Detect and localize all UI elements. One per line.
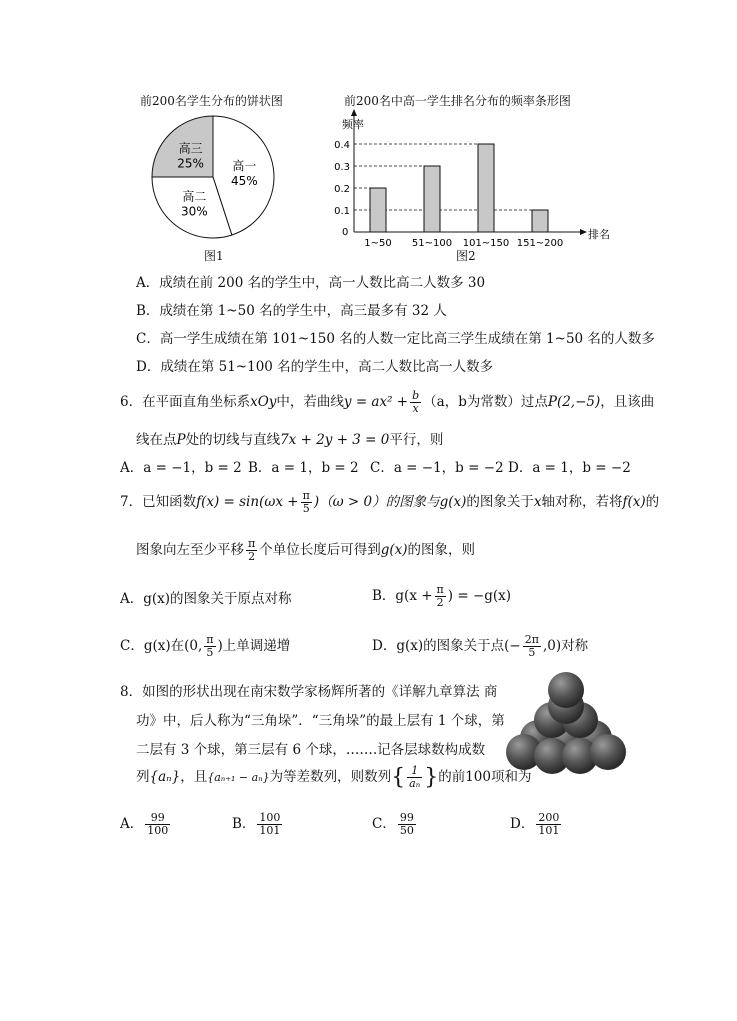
y-tick-1: 0.2: [334, 184, 350, 195]
q8-line2: 功》中，后人称为“三角垛”．“三角垛”的最上层有 1 个球，第: [136, 713, 505, 729]
bar-3: [532, 210, 548, 232]
x-tick-2: 101~150: [462, 238, 510, 248]
x-tick-0: 1~50: [364, 238, 392, 248]
y-axis-arrow: [351, 109, 357, 116]
pie-slice-pct-0: 45%: [230, 174, 258, 189]
y-axis-label: 频率: [342, 118, 364, 131]
q7-option-d: D．g(x)的图象关于点(− $\frac{2\pi}{5}$ ,0)对称: [372, 633, 589, 659]
pie-slice-name-1: 高二: [182, 189, 207, 204]
q8-option-b: B． $\frac{100}{101}$: [232, 811, 281, 837]
bar-0: [370, 188, 386, 232]
ball-6: [590, 734, 626, 770]
origin-label: 0: [342, 227, 349, 238]
pie-slice-name-2: 高三: [178, 141, 203, 156]
bar-chart: [330, 108, 620, 248]
pie-slice-name-0: 高一: [232, 159, 257, 174]
fig1-title: 前200名学生分布的饼状图: [140, 94, 283, 108]
x-axis-arrow: [580, 229, 587, 235]
q8-line4: 列{aₙ}，且{aₙ₊₁ − aₙ}为等差数列，则数列{ $\frac{1}{\text{aₙ}}$ }的前100项和为: [136, 764, 532, 790]
pie-chart: [148, 112, 278, 242]
q5-option-a: A．成绩在前 200 名的学生中，高一人数比高二人数多 30: [136, 275, 486, 291]
q6-option-d: D．a = 1，b = −2: [508, 460, 631, 476]
q7-option-a: A．g(x)的图象关于原点对称: [120, 591, 292, 607]
x-axis-label: 排名: [588, 228, 610, 241]
q8-line1: 8．如图的形状出现在南宋数学家杨辉所著的《详解九章算法 商: [120, 684, 498, 700]
q7-option-c: C．g(x)在(0, $\frac{\pi}{5}$ )上单调递增: [120, 633, 291, 659]
y-tick-0: 0.1: [334, 206, 350, 217]
q7-line2: 图象向左至少平移 $\frac{\pi}{2}$ 个单位长度后可得到g(x)的图象，则: [136, 537, 476, 563]
q5-option-b: B．成绩在第 1~50 名的学生中，高三最多有 32 人: [136, 303, 447, 319]
fig2-caption: 图2: [456, 249, 476, 263]
q5-option-c: C．高一学生成绩在第 101~150 名的人数一定比高三学生成绩在第 1~50 名的人数多: [136, 331, 655, 347]
q8-option-d: D． $\frac{200}{101}$: [510, 811, 560, 837]
y-tick-3: 0.4: [334, 140, 350, 151]
q8-line3: 二层有 3 个球，第三层有 6 个球，…….记各层球数构成数: [136, 742, 486, 758]
y-tick-2: 0.3: [334, 162, 350, 173]
ball-10: [548, 672, 584, 708]
pie-slice-pct-1: 30%: [181, 204, 208, 219]
q6-option-b: B．a = 1，b = 2: [248, 460, 359, 476]
bar-1: [424, 166, 440, 232]
q8-option-a: A． $\frac{99}{100}$: [120, 811, 169, 837]
x-tick-3: 151~200: [516, 238, 564, 248]
q5-option-d: D．成绩在第 51~100 名的学生中，高二人数比高一人数多: [136, 359, 494, 375]
bar-2: [478, 144, 494, 232]
fig2-title: 前200名中高一学生排名分布的频率条形图: [344, 94, 571, 108]
x-tick-1: 51~100: [411, 238, 453, 248]
q7-line1: 7．已知函数f(x) = sin(ωx + $\frac{\pi}{5}$ )（ω > 0）的图象与g(x)的图象关于x轴对称，若将f(x)的: [120, 489, 660, 515]
q6-line2: 线在点P处的切线与直线7x + 2y + 3 = 0平行，则: [136, 432, 444, 448]
pie-slice-pct-2: 25%: [177, 156, 204, 171]
ball-stack-illustration: [500, 668, 630, 778]
q7-option-b: B．g(x + $\frac{\pi}{2}$ ) = −g(x): [372, 583, 512, 609]
fig1-caption: 图1: [204, 249, 224, 263]
q6-option-a: A．a = −1，b = 2: [120, 460, 242, 476]
q6-option-c: C．a = −1，b = −2: [370, 460, 504, 476]
q8-option-c: C． $\frac{99}{50}$: [372, 811, 414, 837]
q6-line1: 6．在平面直角坐标系xOy中，若曲线y = ax² + $\frac{b}{x}$ （a，b为常数）过点P(2,−5)，且该曲: [120, 389, 655, 415]
